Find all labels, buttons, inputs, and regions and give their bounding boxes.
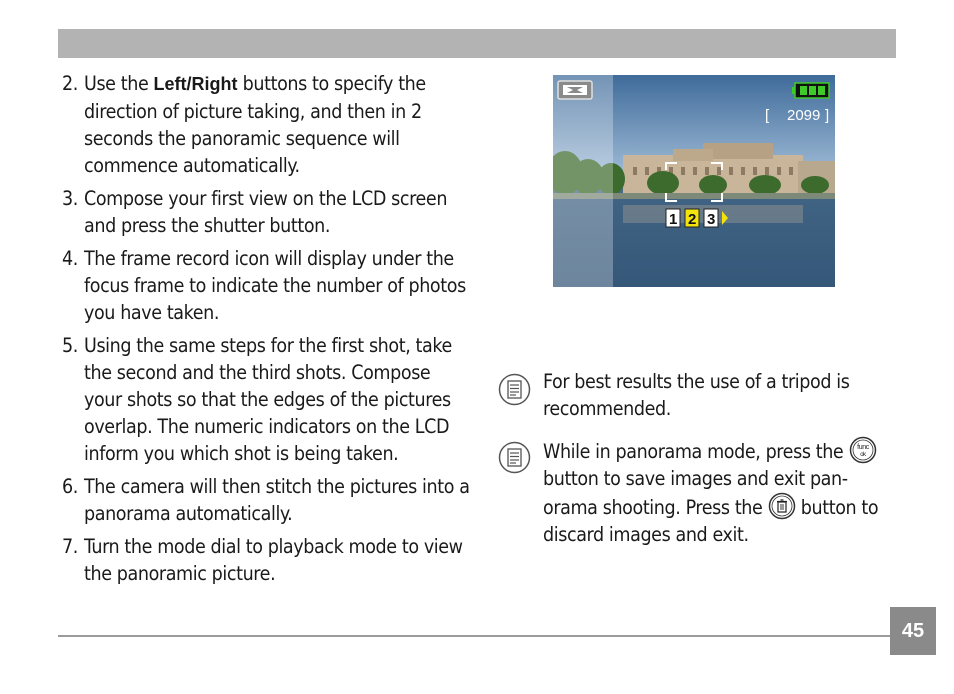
- step-number: 5.: [62, 334, 78, 357]
- step-text: Using the same steps for the first shot, take the second and the third shots. Compose your shots so that the edges of the pictures overlap. The numeric indicators on the LCD inform you which shot is being taken.: [84, 334, 452, 465]
- step-5: [62, 332, 472, 467]
- note-func-text-before: While in panorama mode, press the: [543, 440, 849, 463]
- battery-icon: [792, 83, 829, 98]
- header-bar: [58, 29, 896, 58]
- page-number: 45: [890, 607, 936, 655]
- step-text-before: Use the: [84, 72, 154, 95]
- step-number: 6.: [62, 475, 78, 498]
- step-text: Turn the mode dial to playback mode to view the panoramic picture.: [84, 535, 463, 585]
- step-6: [62, 473, 472, 527]
- panorama-overlap-overlay: [553, 75, 613, 287]
- step-3: [62, 185, 472, 239]
- note-func-text-middle: button to save images and exit pan-orama shooting. Press the: [543, 467, 848, 519]
- frame-indicator-1-label: 1: [669, 211, 678, 228]
- step-text: The frame record icon will display under the focus frame to indicate the number of photos you have taken.: [84, 247, 466, 324]
- step-4: [62, 245, 472, 326]
- shots-bracket-open: [: [765, 107, 770, 124]
- memo-icon: [498, 441, 531, 474]
- footer-divider: [58, 635, 890, 637]
- step-text-after: buttons to specify the direction of picture taking, and then in 2 seconds the panoramic sequence will commence automatically.: [84, 72, 426, 177]
- instruction-steps: [62, 70, 472, 593]
- delete-button-icon: [768, 492, 796, 520]
- lcd-screen-preview: [553, 75, 835, 287]
- note-func-text-after: button to discard images and exit.: [543, 496, 879, 546]
- step-text: Compose your first view on the LCD screen and press the shutter button.: [84, 187, 448, 237]
- note-tripod-text: For best results the use of a tripod is recommended.: [543, 370, 850, 420]
- note-func-button: [498, 436, 898, 548]
- step-2: [62, 70, 472, 179]
- ok-label: ok: [859, 452, 866, 458]
- shots-bracket-close: ]: [825, 107, 830, 124]
- step-number: 4.: [62, 247, 78, 270]
- left-right-label: Left/Right: [153, 74, 238, 94]
- step-number: 7.: [62, 535, 78, 558]
- step-number: 2.: [62, 72, 78, 95]
- memo-icon: [498, 373, 531, 406]
- frame-indicator-2-label: 2: [688, 211, 697, 228]
- note-tripod: [498, 368, 898, 422]
- lcd-photo: [553, 75, 835, 287]
- step-number: 3.: [62, 187, 78, 210]
- step-7: [62, 533, 472, 587]
- panorama-mode-icon: [558, 81, 592, 99]
- shots-remaining: 2099: [787, 107, 821, 124]
- step-text: The camera will then stitch the pictures into a panorama automatically.: [84, 475, 470, 525]
- notes-section: [498, 368, 898, 562]
- func-label: func: [856, 444, 869, 451]
- func-ok-button-icon: [849, 436, 877, 464]
- frame-indicator-3-label: 3: [707, 211, 716, 228]
